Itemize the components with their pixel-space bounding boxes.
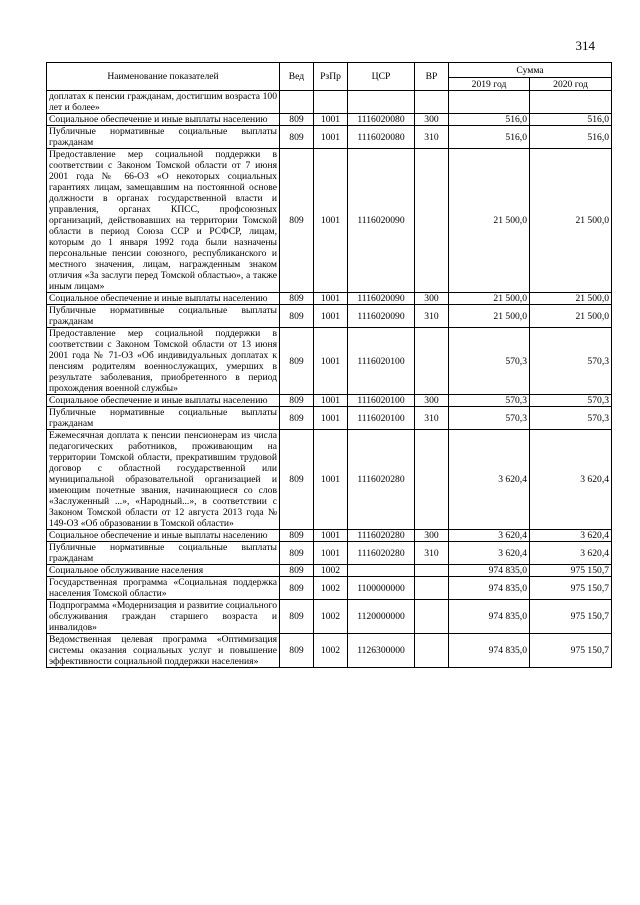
header-2020: 2020 год xyxy=(530,78,612,91)
row-sum-2019-cell: 3 620,4 xyxy=(449,430,530,530)
row-ved-cell: 809 xyxy=(280,565,314,577)
row-rzpr-cell: 1002 xyxy=(314,577,348,600)
header-name: Наименование показателей xyxy=(47,63,280,91)
table-row xyxy=(47,395,612,407)
row-name-cell: Социальное обеспечение и иные выплаты населению xyxy=(47,530,280,542)
table-row xyxy=(47,149,612,293)
row-vr-cell xyxy=(415,577,449,600)
header-rzpr: РзПр xyxy=(314,63,348,91)
row-ved-cell: 809 xyxy=(280,577,314,600)
row-vr-cell: 310 xyxy=(415,305,449,328)
row-name-cell: Предоставление мер социальной поддержки в соответствии с Законом Томской области от 7 июня 2001 года № 66-ОЗ «О некоторых социальных гарантиях лицам, замещавшим на постоянной основе должности в органах государственной власти и управления, органах КПСС, профсоюзных организаций, действовавших на территории Томской области в период Союза ССР и РСФСР, лицам, которым до 1 января 1992 года были назначены персональные пенсии союзного, республиканского и местного значения, лицам, награжденным знаком отличия «За заслуги перед Томской областью», а также иным лицам» xyxy=(47,149,280,293)
row-sum-2019-cell: 516,0 xyxy=(449,126,530,149)
row-sum-2019-cell: 516,0 xyxy=(449,114,530,126)
table-row xyxy=(47,293,612,305)
table-row xyxy=(47,126,612,149)
row-sum-2020-cell: 570,3 xyxy=(530,395,612,407)
row-csr-cell: 1116020090 xyxy=(348,305,415,328)
row-csr-cell: 1120000000 xyxy=(348,600,415,634)
row-name-cell: Публичные нормативные социальные выплаты гражданам xyxy=(47,407,280,430)
row-sum-2020-cell: 975 150,7 xyxy=(530,565,612,577)
row-sum-2020-cell: 21 500,0 xyxy=(530,305,612,328)
row-name-cell: Публичные нормативные социальные выплаты гражданам xyxy=(47,305,280,328)
row-ved-cell: 809 xyxy=(280,395,314,407)
header-csr: ЦСР xyxy=(348,63,415,91)
row-rzpr-cell: 1001 xyxy=(314,305,348,328)
row-sum-2020-cell: 975 150,7 xyxy=(530,600,612,634)
row-name-cell: Социальное обслуживание населения xyxy=(47,565,280,577)
page-number: 314 xyxy=(575,38,595,53)
row-ved-cell: 809 xyxy=(280,430,314,530)
row-ved-cell: 809 xyxy=(280,126,314,149)
row-ved-cell: 809 xyxy=(280,149,314,293)
row-csr-cell: 1116020100 xyxy=(348,395,415,407)
table-row xyxy=(47,114,612,126)
row-name-cell: Публичные нормативные социальные выплаты гражданам xyxy=(47,126,280,149)
row-sum-2019-cell xyxy=(449,91,530,114)
row-sum-2020-cell: 516,0 xyxy=(530,114,612,126)
row-csr-cell: 1116020100 xyxy=(348,328,415,395)
row-name-cell: доплатах к пенсии гражданам, достигшим возраста 100 лет и более» xyxy=(47,91,280,114)
row-sum-2019-cell: 3 620,4 xyxy=(449,542,530,565)
header-sum: Сумма xyxy=(449,63,612,78)
row-ved-cell: 809 xyxy=(280,634,314,668)
row-sum-2019-cell: 974 835,0 xyxy=(449,600,530,634)
row-csr-cell: 1116020280 xyxy=(348,430,415,530)
row-sum-2019-cell: 3 620,4 xyxy=(449,530,530,542)
row-sum-2020-cell: 3 620,4 xyxy=(530,542,612,565)
row-sum-2020-cell: 570,3 xyxy=(530,407,612,430)
row-ved-cell: 809 xyxy=(280,114,314,126)
table-row xyxy=(47,600,612,634)
row-name-cell: Социальное обеспечение и иные выплаты населению xyxy=(47,293,280,305)
table-row xyxy=(47,565,612,577)
row-vr-cell: 310 xyxy=(415,542,449,565)
row-name-cell: Социальное обеспечение и иные выплаты населению xyxy=(47,114,280,126)
row-rzpr-cell: 1001 xyxy=(314,395,348,407)
header-vr: ВР xyxy=(415,63,449,91)
row-sum-2020-cell xyxy=(530,91,612,114)
row-sum-2020-cell: 975 150,7 xyxy=(530,634,612,668)
row-name-cell: Государственная программа «Социальная поддержка населения Томской области» xyxy=(47,577,280,600)
row-ved-cell: 809 xyxy=(280,600,314,634)
row-vr-cell xyxy=(415,430,449,530)
row-rzpr-cell xyxy=(314,91,348,114)
row-sum-2019-cell: 21 500,0 xyxy=(449,305,530,328)
row-csr-cell: 1116020100 xyxy=(348,407,415,430)
table-row xyxy=(47,542,612,565)
row-rzpr-cell: 1002 xyxy=(314,600,348,634)
row-rzpr-cell: 1001 xyxy=(314,126,348,149)
row-rzpr-cell: 1001 xyxy=(314,530,348,542)
row-vr-cell: 300 xyxy=(415,530,449,542)
row-sum-2019-cell: 974 835,0 xyxy=(449,577,530,600)
header-ved: Вед xyxy=(280,63,314,91)
row-ved-cell: 809 xyxy=(280,530,314,542)
row-sum-2019-cell: 21 500,0 xyxy=(449,293,530,305)
row-csr-cell: 1126300000 xyxy=(348,634,415,668)
row-rzpr-cell: 1001 xyxy=(314,114,348,126)
row-rzpr-cell: 1002 xyxy=(314,565,348,577)
header-2019: 2019 год xyxy=(449,78,530,91)
row-name-cell: Социальное обеспечение и иные выплаты населению xyxy=(47,395,280,407)
row-csr-cell xyxy=(348,565,415,577)
budget-table xyxy=(46,62,612,668)
row-rzpr-cell: 1001 xyxy=(314,430,348,530)
row-sum-2019-cell: 570,3 xyxy=(449,328,530,395)
row-vr-cell: 300 xyxy=(415,114,449,126)
row-name-cell: Ежемесячная доплата к пенсии пенсионерам из числа педагогических работников, проживающим на территории Томской области, прекратившим трудовой договор с областной государственной или муниципальной образовательной организацией и имеющим почетные звания, начинающиеся со слов «Заслуженный ...», «Народный...», в соответствии с Законом Томской области от 12 августа 2013 года № 149-ОЗ «Об образовании в Томской области» xyxy=(47,430,280,530)
row-vr-cell: 300 xyxy=(415,395,449,407)
row-vr-cell xyxy=(415,328,449,395)
row-ved-cell: 809 xyxy=(280,328,314,395)
row-vr-cell: 300 xyxy=(415,293,449,305)
table-body xyxy=(47,91,612,668)
row-vr-cell: 310 xyxy=(415,126,449,149)
row-sum-2019-cell: 974 835,0 xyxy=(449,565,530,577)
row-sum-2019-cell: 570,3 xyxy=(449,395,530,407)
row-vr-cell xyxy=(415,91,449,114)
row-csr-cell: 1116020280 xyxy=(348,530,415,542)
row-ved-cell: 809 xyxy=(280,305,314,328)
row-sum-2019-cell: 570,3 xyxy=(449,407,530,430)
table-row xyxy=(47,305,612,328)
row-rzpr-cell: 1001 xyxy=(314,542,348,565)
row-name-cell: Публичные нормативные социальные выплаты гражданам xyxy=(47,542,280,565)
row-csr-cell: 1116020090 xyxy=(348,149,415,293)
table-row xyxy=(47,328,612,395)
table-row xyxy=(47,91,612,114)
row-sum-2020-cell: 21 500,0 xyxy=(530,149,612,293)
row-vr-cell: 310 xyxy=(415,407,449,430)
row-ved-cell: 809 xyxy=(280,293,314,305)
table-row xyxy=(47,530,612,542)
row-sum-2020-cell: 21 500,0 xyxy=(530,293,612,305)
row-csr-cell: 1116020080 xyxy=(348,126,415,149)
row-csr-cell xyxy=(348,91,415,114)
row-name-cell: Подпрограмма «Модернизация и развитие социального обслуживания граждан старшего возраста и инвалидов» xyxy=(47,600,280,634)
row-sum-2019-cell: 974 835,0 xyxy=(449,634,530,668)
row-sum-2020-cell: 975 150,7 xyxy=(530,577,612,600)
row-sum-2020-cell: 516,0 xyxy=(530,126,612,149)
table-row xyxy=(47,634,612,668)
table-row xyxy=(47,407,612,430)
row-csr-cell: 1116020080 xyxy=(348,114,415,126)
table-row xyxy=(47,430,612,530)
row-csr-cell: 1100000000 xyxy=(348,577,415,600)
row-sum-2020-cell: 3 620,4 xyxy=(530,530,612,542)
row-name-cell: Ведомственная целевая программа «Оптимизация системы оказания социальных услуг и повышение эффективности социальной поддержки населения» xyxy=(47,634,280,668)
row-rzpr-cell: 1002 xyxy=(314,634,348,668)
row-sum-2020-cell: 3 620,4 xyxy=(530,430,612,530)
row-ved-cell xyxy=(280,91,314,114)
row-vr-cell xyxy=(415,634,449,668)
table-row xyxy=(47,577,612,600)
row-rzpr-cell: 1001 xyxy=(314,293,348,305)
row-vr-cell xyxy=(415,565,449,577)
row-csr-cell: 1116020280 xyxy=(348,542,415,565)
row-vr-cell xyxy=(415,600,449,634)
row-rzpr-cell: 1001 xyxy=(314,328,348,395)
row-sum-2020-cell: 570,3 xyxy=(530,328,612,395)
row-csr-cell: 1116020090 xyxy=(348,293,415,305)
row-name-cell: Предоставление мер социальной поддержки в соответствии с Законом Томской области от 13 июня 2001 года № 71-ОЗ «Об индивидуальных доплатах к пенсиям родителям военнослужащих, умерших в результате заболевания, приобретенного в период прохождения военной службы» xyxy=(47,328,280,395)
row-sum-2019-cell: 21 500,0 xyxy=(449,149,530,293)
row-vr-cell xyxy=(415,149,449,293)
row-rzpr-cell: 1001 xyxy=(314,407,348,430)
row-rzpr-cell: 1001 xyxy=(314,149,348,293)
row-ved-cell: 809 xyxy=(280,407,314,430)
row-ved-cell: 809 xyxy=(280,542,314,565)
